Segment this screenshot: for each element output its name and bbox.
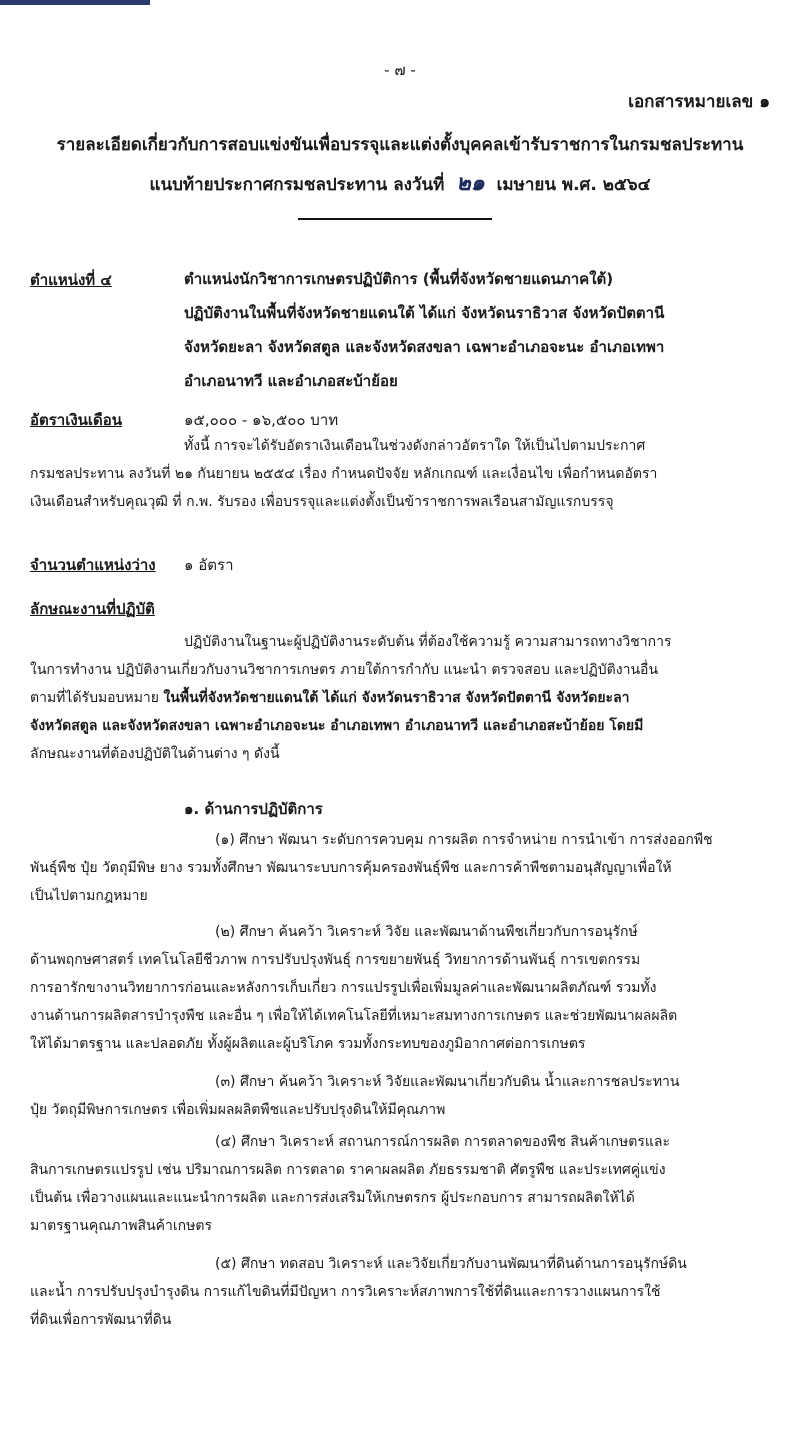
item-line: (๑) ศึกษา พัฒนา ระดับการควบคุม การผลิต การจำหน่าย การนำเข้า การส่งออกพืช — [215, 832, 713, 848]
intro-line — [30, 684, 775, 712]
duties-heading: ลักษณะงานที่ปฏิบัติ — [30, 600, 155, 618]
position-label: ตำแหน่งที่ ๔ — [30, 271, 112, 289]
intro-area-text: ในพื้นที่จังหวัดชายแดนใต้ ได้แก่ จังหวัดนราธิวาส จังหวัดปัตตานี จังหวัดยะลา — [163, 690, 630, 706]
salary-note — [30, 432, 770, 516]
duty-item-4 — [30, 1128, 775, 1240]
item-line: ให้ได้มาตรฐาน และปลอดภัย ทั้งผู้ผลิตและผู้บริโภค รวมทั้งกระทบของภูมิอากาศต่อการเกษตร — [30, 1036, 586, 1052]
salary-note-line: ทั้งนี้ การจะได้รับอัตราเงินเดือนในช่วงดังกล่าวอัตราใด ให้เป็นไปตามประกาศ — [184, 438, 646, 454]
title-divider — [298, 218, 492, 220]
duties-intro — [30, 628, 775, 768]
vacancy-label: จำนวนตำแหน่งว่าง — [30, 556, 156, 574]
document-title: รายละเอียดเกี่ยวกับการสอบแข่งขันเพื่อบรรจุและแต่งตั้งบุคคลเข้ารับราชการในกรมชลประทาน — [56, 135, 744, 155]
intro-line: ลักษณะงานที่ต้องปฏิบัติในด้านต่าง ๆ ดังนี้ — [30, 746, 280, 762]
document-subtitle — [0, 165, 800, 200]
duty-item-1 — [30, 826, 775, 910]
item-line: และน้ำ การปรับปรุงบำรุงดิน การแก้ไขดินที่มีปัญหา การวิเคราะห์สภาพการใช้ที่ดินและการวางแผนการใช้ — [30, 1284, 661, 1300]
item-line: (๕) ศึกษา ทดสอบ วิเคราะห์ และวิจัยเกี่ยวกับงานพัฒนาที่ดินด้านการอนุรักษ์ดิน — [215, 1256, 687, 1272]
duty-item-5 — [30, 1250, 775, 1334]
salary-value: ๑๕,๐๐๐ - ๑๖,๕๐๐ บาท — [184, 411, 339, 429]
salary-note-line: กรมชลประทาน ลงวันที่ ๒๑ กันยายน ๒๕๕๔ เรื่อง กำหนดปัจจัย หลักเกณฑ์ และเงื่อนไข เพื่อกำหนดอัตรา — [30, 466, 658, 482]
item-line: การอารักขางานวิทยาการก่อนและหลังการเก็บเกี่ยว การแปรรูปเพื่อเพิ่มมูลค่าและพัฒนาผลิตภัณฑ์ รวมทั้ง — [30, 980, 657, 996]
duty-item-3 — [30, 1068, 775, 1124]
scan-header-stripe — [0, 0, 150, 5]
item-line: ที่ดินเพื่อการพัฒนาที่ดิน — [30, 1312, 172, 1328]
position-description — [184, 262, 774, 398]
intro-text: ตามที่ได้รับมอบหมาย — [30, 690, 164, 706]
duty-item-2 — [30, 918, 775, 1058]
item-line: เป็นต้น เพื่อวางแผนและแนะนำการผลิต และการส่งเสริมให้เกษตรกร ผู้ประกอบการ สามารถผลิตให้ได้ — [30, 1190, 635, 1206]
page-number: - ๗ - — [384, 61, 416, 79]
intro-line: ปฏิบัติงานในฐานะผู้ปฏิบัติงานระดับต้น ที่ต้องใช้ความรู้ ความสามารถทางวิชาการ — [184, 634, 672, 650]
position-line: จังหวัดยะลา จังหวัดสตูล และจังหวัดสงขลา เฉพาะอำเภอจะนะ อำเภอเทพา — [184, 338, 665, 356]
item-line: งานด้านการผลิตสารบำรุงพืช และอื่น ๆ เพื่อให้ได้เทคโนโลยีที่เหมาะสมทางการเกษตร และช่วยพัฒนาผลผลิต — [30, 1008, 678, 1024]
item-line: (๓) ศึกษา ค้นคว้า วิเคราะห์ วิจัยและพัฒนาเกี่ยวกับดิน น้ำและการชลประทาน — [215, 1074, 680, 1090]
item-line: ด้านพฤกษศาสตร์ เทคโนโลยีชีวภาพ การปรับปรุงพันธุ์ การขยายพันธุ์ วิทยาการด้านพันธุ์ การเขตกรรม — [30, 952, 641, 968]
item-line: พันธุ์พืช ปุ๋ย วัตถุมีพิษ ยาง รวมทั้งศึกษา พัฒนาระบบการคุ้มครองพันธุ์พืช และการค้าพืชตามอนุสัญญาเพื่อให้ — [30, 860, 672, 876]
position-line: ปฏิบัติงานในพื้นที่จังหวัดชายแดนใต้ ได้แก่ จังหวัดนราธิวาส จังหวัดปัตตานี — [184, 304, 665, 322]
salary-note-line: เงินเดือนสำหรับคุณวุฒิ ที่ ก.พ. รับรอง เพื่อบรรจุและแต่งตั้งเป็นข้าราชการพลเรือนสามัญแรกบรรจุ — [30, 494, 614, 510]
intro-line: ในการทำงาน ปฏิบัติงานเกี่ยวกับงานวิชาการเกษตร ภายใต้การกำกับ แนะนำ ตรวจสอบ และปฏิบัติงานอื่น — [30, 662, 659, 678]
document-reference: เอกสารหมายเลข ๑ — [628, 92, 770, 112]
position-line: อำเภอนาทวี และอำเภอสะบ้าย้อย — [184, 372, 398, 390]
item-line: มาตรฐานคุณภาพสินค้าเกษตร — [30, 1218, 212, 1234]
item-line: สินการเกษตรแปรรูป เช่น ปริมาณการผลิต การตลาด ราคาผลผลิต ภัยธรรมชาติ ศัตรูพืช และประเทศคู่แข่ง — [30, 1162, 666, 1178]
subtitle-suffix: เมษายน พ.ศ. ๒๕๖๔ — [496, 175, 651, 195]
intro-line: จังหวัดสตูล และจังหวัดสงขลา เฉพาะอำเภอจะนะ อำเภอเทพา อำเภอนาทวี และอำเภอสะบ้าย้อย โดยมี — [30, 718, 644, 734]
item-line: เป็นไปตามกฎหมาย — [30, 888, 148, 904]
position-line: ตำแหน่งนักวิชาการเกษตรปฏิบัติการ (พื้นที่จังหวัดชายแดนภาคใต้) — [184, 270, 614, 288]
section-heading: ๑. ด้านการปฏิบัติการ — [184, 800, 323, 818]
item-line: ปุ๋ย วัตถุมีพิษการเกษตร เพื่อเพิ่มผลผลิตพืชและปรับปรุงดินให้มีคุณภาพ — [30, 1102, 446, 1118]
vacancy-value: ๑ อัตรา — [184, 556, 234, 574]
subtitle-prefix: แนบท้ายประกาศกรมชลประทาน ลงวันที่ — [149, 175, 445, 195]
item-line: (๔) ศึกษา วิเคราะห์ สถานการณ์การผลิต การตลาดของพืช สินค้าเกษตรและ — [215, 1134, 670, 1150]
salary-label: อัตราเงินเดือน — [30, 411, 123, 429]
item-line: (๒) ศึกษา ค้นคว้า วิเคราะห์ วิจัย และพัฒนาด้านพืชเกี่ยวกับการอนุรักษ์ — [215, 924, 638, 940]
handwritten-day: ๒๑ — [456, 170, 485, 196]
